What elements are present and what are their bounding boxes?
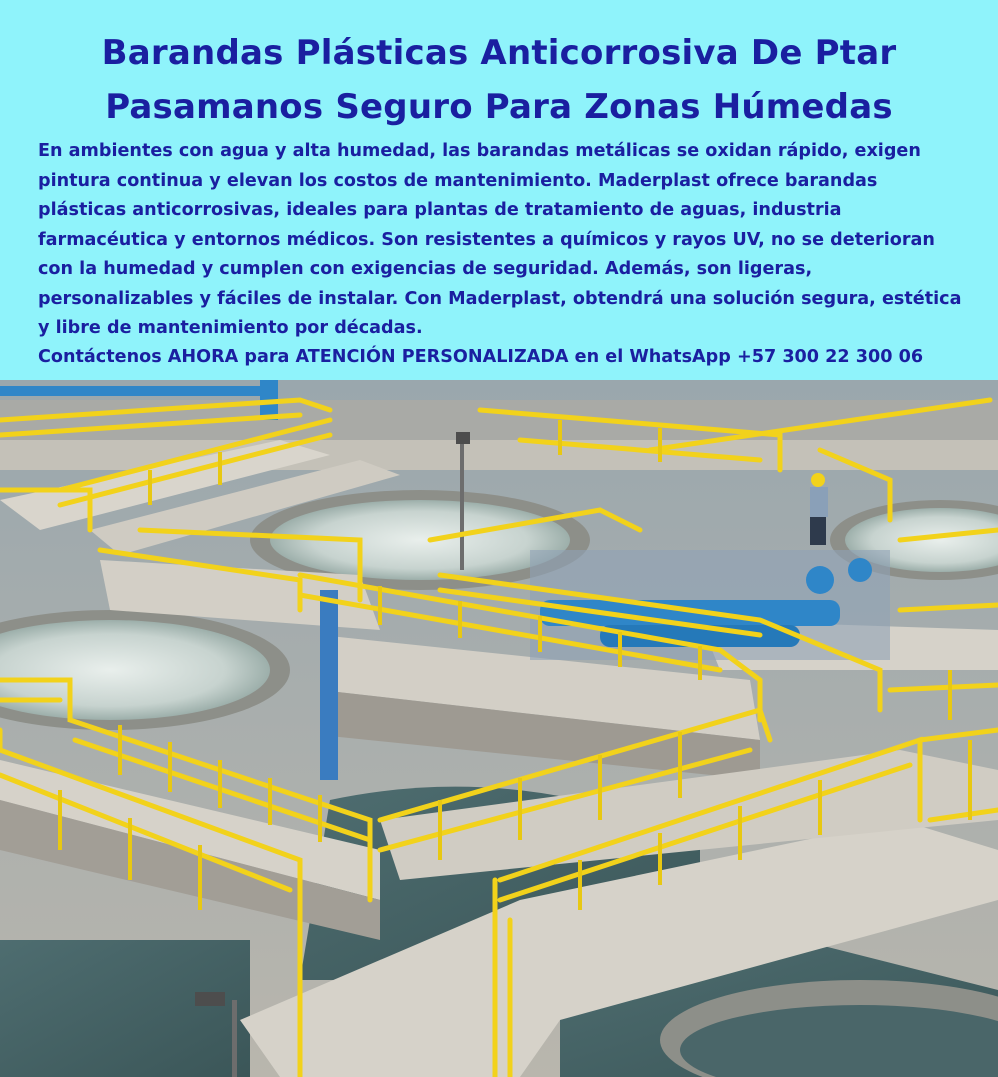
water-treatment-illustration: [0, 380, 998, 1077]
description-paragraph: En ambientes con agua y alta humedad, las barandas metálicas se oxidan rápido, exigen pintura continua y elevan los costos de mantenimiento. Maderplast ofrece barandas plásticas anticorrosivas, ideales para plantas de tratamiento de aguas, industria farmacéutica y entornos médicos. Son resistentes a químicos y rayos UV, no se deterioran con la humedad y cumplen con exigencias de seguridad. Además, son ligeras, personalizables y fáciles de instalar. Con Maderplast, obtendrá una solución segura, estética y libre de mantenimiento por décadas.: [38, 141, 962, 338]
header-banner: [0, 0, 998, 380]
page-title: [0, 26, 998, 134]
title-line-1: Barandas Plásticas Anticorrosiva De Ptar: [101, 33, 897, 73]
title-line-2: Pasamanos Seguro Para Zonas Húmedas: [105, 87, 893, 127]
plant-photo: [0, 380, 998, 1077]
whatsapp-contact-text: Contáctenos AHORA para ATENCIÓN PERSONALIZADA en el WhatsApp +57 300 22 300 06: [38, 347, 924, 367]
